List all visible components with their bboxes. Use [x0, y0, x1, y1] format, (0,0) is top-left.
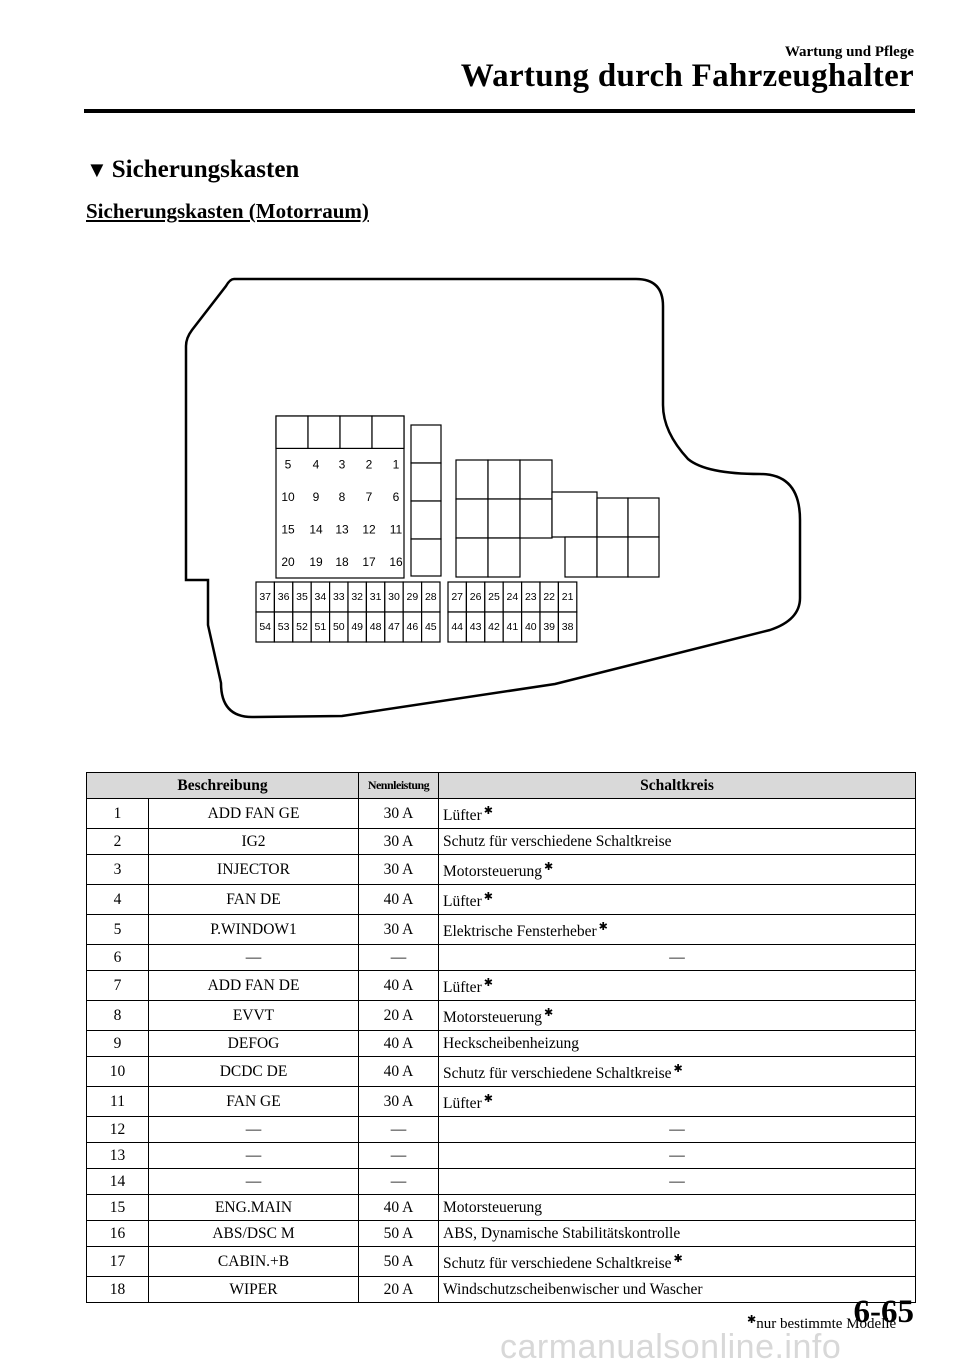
- fuse-circuit-cell: [439, 1247, 916, 1277]
- fuse-description-cell: [149, 1001, 359, 1031]
- fuse-description-cell: [149, 855, 359, 885]
- relay-slot: [488, 499, 520, 538]
- triangle-down-icon: ▼: [86, 157, 108, 182]
- watermark: carmanualsonline.info: [500, 1328, 842, 1366]
- table-row: [87, 1195, 916, 1221]
- table-row: [87, 945, 916, 971]
- table-row: [87, 915, 916, 945]
- relay-slot: [552, 492, 597, 537]
- table-row: [87, 1057, 916, 1087]
- fuse-slot: [411, 501, 441, 539]
- fuse-number-cell: [87, 1247, 149, 1277]
- fuse-description-cell-text: ADD FAN GE: [207, 805, 300, 822]
- fuse-number-label: 54: [259, 621, 272, 633]
- fuse-rating-cell: [359, 945, 439, 971]
- fuse-description-cell-text: FAN DE: [226, 891, 281, 908]
- sub-heading: Sicherungskasten (Motorraum): [86, 199, 369, 223]
- header-circuit: Schaltkreis: [439, 773, 916, 799]
- relay-slot: [597, 498, 628, 537]
- fuse-description-cell-text: P.WINDOW1: [210, 921, 297, 938]
- fuse-number-label: 36: [277, 591, 290, 603]
- fuse-number-label: 49: [351, 621, 364, 633]
- fuse-number-label: 34: [314, 591, 327, 603]
- fuse-rating-cell-text: 30 A: [383, 1093, 414, 1110]
- fuse-circuit-cell-text: —: [669, 1173, 685, 1190]
- fuse-circuit-cell: [439, 915, 916, 945]
- table-row: [87, 829, 916, 855]
- fuse-slot: [308, 416, 340, 448]
- fuse-number-label: 1: [392, 457, 400, 472]
- fuse-rating-cell-text: 50 A: [383, 1253, 414, 1270]
- fuse-number-cell-text: 5: [113, 921, 122, 938]
- relay-slot: [456, 538, 488, 577]
- fuse-rating-cell-text: 20 A: [383, 1007, 414, 1024]
- table-row: [87, 1221, 916, 1247]
- fuse-number-label: 27: [451, 591, 464, 603]
- fuse-number-label: 29: [406, 591, 419, 603]
- fuse-description-cell: [149, 1087, 359, 1117]
- fuse-description-cell: [149, 829, 359, 855]
- fuse-rating-cell: [359, 915, 439, 945]
- fuse-circuit-cell: [439, 1001, 916, 1031]
- table-header-row: [87, 773, 916, 799]
- fuse-number-cell-text: 17: [109, 1253, 126, 1270]
- fuse-number-cell-text: 18: [109, 1281, 126, 1298]
- fuse-circuit-cell-text: Windschutzscheibenwischer und Wascher: [443, 1281, 703, 1298]
- fuse-circuit-cell-text: Motorsteuerung: [443, 1009, 543, 1026]
- fuse-description-cell: [149, 945, 359, 971]
- fuse-description-cell-text: —: [245, 1173, 262, 1190]
- fuse-number-label: 6: [392, 490, 400, 504]
- fuse-description-cell: [149, 799, 359, 829]
- asterisk-icon: ✱: [483, 1093, 493, 1105]
- fuse-table: [86, 772, 916, 1303]
- fuse-circuit-cell-text: Motorsteuerung: [443, 1199, 543, 1216]
- fuse-description-cell-text: FAN GE: [226, 1093, 281, 1110]
- fuse-number-label: 20: [281, 554, 295, 569]
- fuse-rating-cell-text: 30 A: [383, 921, 414, 938]
- fuse-circuit-cell-text: —: [669, 1121, 685, 1138]
- footer-note-text: nur bestimmte Modelle: [756, 1316, 897, 1332]
- fuse-rating-cell-text: 40 A: [383, 1063, 414, 1080]
- fuse-number-cell: [87, 971, 149, 1001]
- fuse-rating-cell: [359, 1195, 439, 1221]
- fuse-circuit-cell: [439, 829, 916, 855]
- fuse-number-label: 10: [281, 490, 295, 504]
- fuse-number-label: 51: [314, 621, 327, 633]
- asterisk-icon: ✱: [544, 861, 554, 873]
- fuse-number-label: 14: [309, 522, 323, 537]
- fuse-number-label: 24: [506, 591, 519, 603]
- fuse-description-cell-text: IG2: [241, 833, 266, 850]
- fuse-number-label: 22: [543, 591, 556, 603]
- fuse-circuit-cell: [439, 855, 916, 885]
- fuse-description-cell-text: INJECTOR: [217, 861, 290, 878]
- fuse-slot: [411, 463, 441, 501]
- fuse-rating-cell: [359, 829, 439, 855]
- fuse-circuit-cell: [439, 1221, 916, 1247]
- fuse-rating-cell: [359, 855, 439, 885]
- fuse-number-label: 25: [488, 591, 500, 603]
- fuse-rating-cell-text: —: [390, 1147, 407, 1164]
- fuse-circuit-cell: [439, 971, 916, 1001]
- asterisk-icon: ✱: [673, 1253, 683, 1265]
- fuse-number-label: 30: [388, 591, 400, 603]
- relay-slot: [628, 498, 659, 537]
- fuse-description-cell: [149, 1031, 359, 1057]
- fuse-rating-cell-text: —: [390, 949, 407, 966]
- fuse-description-cell: [149, 885, 359, 915]
- fuse-rating-cell: [359, 971, 439, 1001]
- fuse-circuit-cell: [439, 1057, 916, 1087]
- relay-slot: [488, 538, 520, 577]
- fuse-circuit-cell-text: —: [669, 949, 685, 966]
- fuse-number-cell-text: 12: [109, 1121, 126, 1138]
- fuse-rating-cell: [359, 1247, 439, 1277]
- fuse-number-cell: [87, 1057, 149, 1087]
- fuse-number-label: 19: [309, 554, 323, 569]
- fuse-number-label: 7: [365, 490, 373, 504]
- fuse-number-label: 53: [277, 621, 290, 633]
- table-row: [87, 885, 916, 915]
- fuse-description-cell-text: ABS/DSC M: [212, 1225, 295, 1242]
- fuse-number-cell-text: 13: [109, 1147, 126, 1164]
- table-row: [87, 971, 916, 1001]
- fuse-number-cell: [87, 1221, 149, 1247]
- asterisk-icon: ✱: [483, 805, 493, 817]
- asterisk-icon: ✱: [747, 1314, 757, 1326]
- fuse-rating-cell: [359, 1087, 439, 1117]
- table-row: [87, 1031, 916, 1057]
- fuse-description-cell-text: EVVT: [232, 1007, 275, 1024]
- fuse-description-cell-text: —: [245, 1147, 262, 1164]
- fuse-number-label: 21: [561, 591, 574, 603]
- fuse-rating-cell-text: 30 A: [383, 833, 414, 850]
- fuse-rating-cell-text: 20 A: [383, 1281, 414, 1298]
- fuse-circuit-cell-text: Lüfter: [443, 979, 482, 996]
- fuse-number-cell-text: 9: [113, 1035, 122, 1052]
- fuse-number-cell: [87, 1001, 149, 1031]
- fuse-circuit-cell: [439, 1087, 916, 1117]
- fuse-description-cell: [149, 1117, 359, 1143]
- fuse-number-cell: [87, 855, 149, 885]
- fuse-number-cell: [87, 1195, 149, 1221]
- fuse-number-cell-text: 4: [113, 891, 122, 908]
- asterisk-icon: ✱: [544, 1007, 554, 1019]
- fuse-number-cell-text: 11: [110, 1093, 125, 1110]
- fuse-description-cell-text: WIPER: [229, 1281, 278, 1298]
- fuse-number-label: 2: [365, 457, 373, 472]
- fuse-circuit-cell-text: Elektrische Fensterheber: [443, 923, 597, 940]
- fuse-number-label: 43: [469, 621, 482, 633]
- fuse-description-cell: [149, 1169, 359, 1195]
- fuse-circuit-cell: [439, 1277, 916, 1303]
- fuse-description-cell: [149, 1247, 359, 1277]
- asterisk-icon: ✱: [598, 921, 608, 933]
- fuse-number-cell-text: 7: [113, 977, 122, 994]
- fuse-description-cell-text: ENG.MAIN: [214, 1199, 293, 1216]
- fuse-number-label: 45: [424, 621, 437, 633]
- relay-slot: [520, 499, 552, 538]
- fuse-rating-cell: [359, 1277, 439, 1303]
- fuse-number-label: 48: [369, 621, 382, 633]
- fuse-rating-cell: [359, 1031, 439, 1057]
- fuse-circuit-cell: [439, 1143, 916, 1169]
- fuse-number-label: 44: [451, 621, 464, 633]
- fuse-number-cell-text: 6: [113, 949, 122, 966]
- fuse-number-label: 15: [281, 522, 295, 537]
- fuse-number-cell-text: 8: [113, 1007, 122, 1024]
- section-title: Wartung durch Fahrzeughalter: [460, 58, 914, 94]
- fuse-number-label: 33: [332, 591, 345, 603]
- fuse-number-label: 39: [543, 621, 556, 633]
- fuse-rating-cell: [359, 799, 439, 829]
- fuse-slot: [340, 416, 372, 448]
- header-description: Beschreibung: [87, 773, 359, 799]
- fuse-number-label: 41: [506, 621, 519, 633]
- fuse-description-cell-text: DEFOG: [227, 1035, 280, 1052]
- table-row: [87, 1143, 916, 1169]
- table-row: [87, 1117, 916, 1143]
- table-row: [87, 1087, 916, 1117]
- relay-slot: [456, 499, 488, 538]
- fuse-circuit-cell-text: ABS, Dynamische Stabilitätskontrolle: [443, 1225, 681, 1242]
- fuse-rating-cell: [359, 1169, 439, 1195]
- fuse-number-label: 37: [259, 591, 272, 603]
- fuse-rating-cell-text: 40 A: [383, 977, 414, 994]
- header-rating: Nennleistung: [359, 773, 439, 799]
- fuse-circuit-cell-text: Heckscheibenheizung: [443, 1035, 579, 1052]
- fuse-rating-cell: [359, 885, 439, 915]
- fuse-circuit-cell: [439, 945, 916, 971]
- fuse-number-label: 38: [561, 621, 574, 633]
- fuse-number-cell-text: 14: [109, 1173, 126, 1190]
- fuse-rating-cell-text: —: [390, 1173, 407, 1190]
- fuse-number-cell: [87, 1277, 149, 1303]
- fuse-circuit-cell-text: Schutz für verschiedene Schaltkreise: [443, 1065, 672, 1082]
- table-row: [87, 1247, 916, 1277]
- fuse-description-cell: [149, 1057, 359, 1087]
- fuse-slot: [276, 416, 308, 448]
- fuse-rating-cell-text: 40 A: [383, 1199, 414, 1216]
- fuse-slot: [411, 425, 441, 463]
- fuse-number-label: 35: [296, 591, 308, 603]
- fuse-circuit-cell: [439, 1117, 916, 1143]
- chapter-title: Wartung und Pflege: [784, 44, 914, 60]
- fuse-rating-cell-text: —: [390, 1121, 407, 1138]
- fuse-number-label: 9: [312, 490, 320, 504]
- asterisk-icon: ✱: [483, 891, 493, 903]
- fuse-number-cell: [87, 1169, 149, 1195]
- fuse-number-label: 31: [369, 591, 382, 603]
- fuse-description-cell-text: ADD FAN DE: [207, 977, 300, 994]
- fuse-description-cell-text: DCDC DE: [219, 1063, 288, 1080]
- fuse-circuit-cell: [439, 1195, 916, 1221]
- fuse-number-label: 5: [284, 457, 292, 472]
- fuse-number-label: 18: [335, 554, 349, 569]
- fuse-number-label: 52: [296, 621, 308, 633]
- fuse-number-label: 46: [406, 621, 419, 633]
- fuse-description-cell: [149, 971, 359, 1001]
- fuse-number-cell: [87, 799, 149, 829]
- fuse-circuit-cell-text: Lüfter: [443, 807, 482, 824]
- fuse-circuit-cell: [439, 1031, 916, 1057]
- fuse-description-cell: [149, 1221, 359, 1247]
- fuse-number-label: 32: [351, 591, 364, 603]
- table-row: [87, 855, 916, 885]
- relay-slot: [597, 537, 628, 577]
- relay-slot: [488, 460, 520, 499]
- fuse-number-cell: [87, 1117, 149, 1143]
- fuse-rating-cell-text: 30 A: [383, 805, 414, 822]
- page-number: 6-65: [853, 1294, 914, 1330]
- fuse-circuit-cell-text: Motorsteuerung: [443, 863, 543, 880]
- fuse-rating-cell: [359, 1143, 439, 1169]
- fuse-number-label: 3: [338, 457, 346, 472]
- fuse-number-label: 12: [362, 522, 376, 537]
- fuse-number-label: 26: [469, 591, 482, 603]
- table-row: [87, 1277, 916, 1303]
- fuse-circuit-cell: [439, 799, 916, 829]
- fuse-circuit-cell-text: Schutz für verschiedene Schaltkreise: [443, 1255, 672, 1272]
- fuse-number-cell: [87, 945, 149, 971]
- fuse-number-cell-text: 3: [113, 861, 122, 878]
- fuse-rating-cell-text: 40 A: [383, 1035, 414, 1052]
- relay-slot: [520, 460, 552, 499]
- fuse-description-cell: [149, 915, 359, 945]
- asterisk-icon: ✱: [483, 977, 493, 989]
- fuse-number-label: 42: [488, 621, 500, 633]
- fuse-rating-cell-text: 30 A: [383, 861, 414, 878]
- fuse-number-cell-text: 1: [113, 805, 122, 822]
- fuse-circuit-cell-text: Schutz für verschiedene Schaltkreise: [443, 833, 672, 850]
- fuse-number-label: 11: [389, 522, 403, 537]
- fuse-number-label: 50: [332, 621, 345, 633]
- fuse-number-label: 23: [524, 591, 537, 603]
- fuse-circuit-cell-text: Lüfter: [443, 893, 482, 910]
- fuse-number-label: 17: [362, 554, 376, 569]
- fuse-number-cell-text: 10: [109, 1063, 126, 1080]
- fuse-description-cell-text: —: [245, 1121, 262, 1138]
- fuse-description-cell-text: —: [245, 949, 262, 966]
- fuse-number-label: 8: [338, 490, 346, 504]
- fuse-number-cell: [87, 915, 149, 945]
- fuse-number-cell-text: 15: [109, 1199, 126, 1216]
- fuse-rating-cell-text: 50 A: [383, 1225, 414, 1242]
- fuse-rating-cell: [359, 1221, 439, 1247]
- fuse-slot: [372, 416, 404, 448]
- fuse-number-cell: [87, 885, 149, 915]
- table-row: [87, 799, 916, 829]
- fuse-number-cell-text: 2: [113, 833, 122, 850]
- fuse-rating-cell: [359, 1001, 439, 1031]
- fuse-rating-cell: [359, 1057, 439, 1087]
- fuse-description-cell: [149, 1143, 359, 1169]
- relay-slot: [456, 460, 488, 499]
- fuse-number-cell-text: 16: [109, 1225, 126, 1242]
- fuse-rating-cell-text: 40 A: [383, 891, 414, 908]
- fuse-description-cell-text: CABIN.+B: [217, 1253, 290, 1270]
- table-row: [87, 1169, 916, 1195]
- fuse-description-cell: [149, 1195, 359, 1221]
- fuse-circuit-cell: [439, 1169, 916, 1195]
- fuse-number-label: 4: [312, 457, 320, 472]
- fuse-number-cell: [87, 829, 149, 855]
- asterisk-icon: ✱: [673, 1063, 683, 1075]
- fuse-number-label: 47: [388, 621, 400, 633]
- fuse-number-label: 40: [524, 621, 537, 633]
- fuse-number-label: 13: [335, 522, 349, 537]
- fuse-slot: [411, 539, 441, 576]
- fuse-circuit-cell-text: Lüfter: [443, 1095, 482, 1112]
- fuse-number-cell: [87, 1031, 149, 1057]
- relay-slot: [565, 537, 597, 577]
- table-row: [87, 1001, 916, 1031]
- section-heading-text: Sicherungskasten: [111, 156, 300, 183]
- fuse-description-cell: [149, 1277, 359, 1303]
- fuse-circuit-cell-text: —: [669, 1147, 685, 1164]
- fuse-circuit-cell: [439, 885, 916, 915]
- fuse-number-cell: [87, 1143, 149, 1169]
- fuse-number-cell: [87, 1087, 149, 1117]
- fuse-rating-cell: [359, 1117, 439, 1143]
- fuse-number-label: 28: [424, 591, 437, 603]
- relay-slot: [628, 537, 659, 577]
- fuse-number-label: 16: [389, 554, 403, 569]
